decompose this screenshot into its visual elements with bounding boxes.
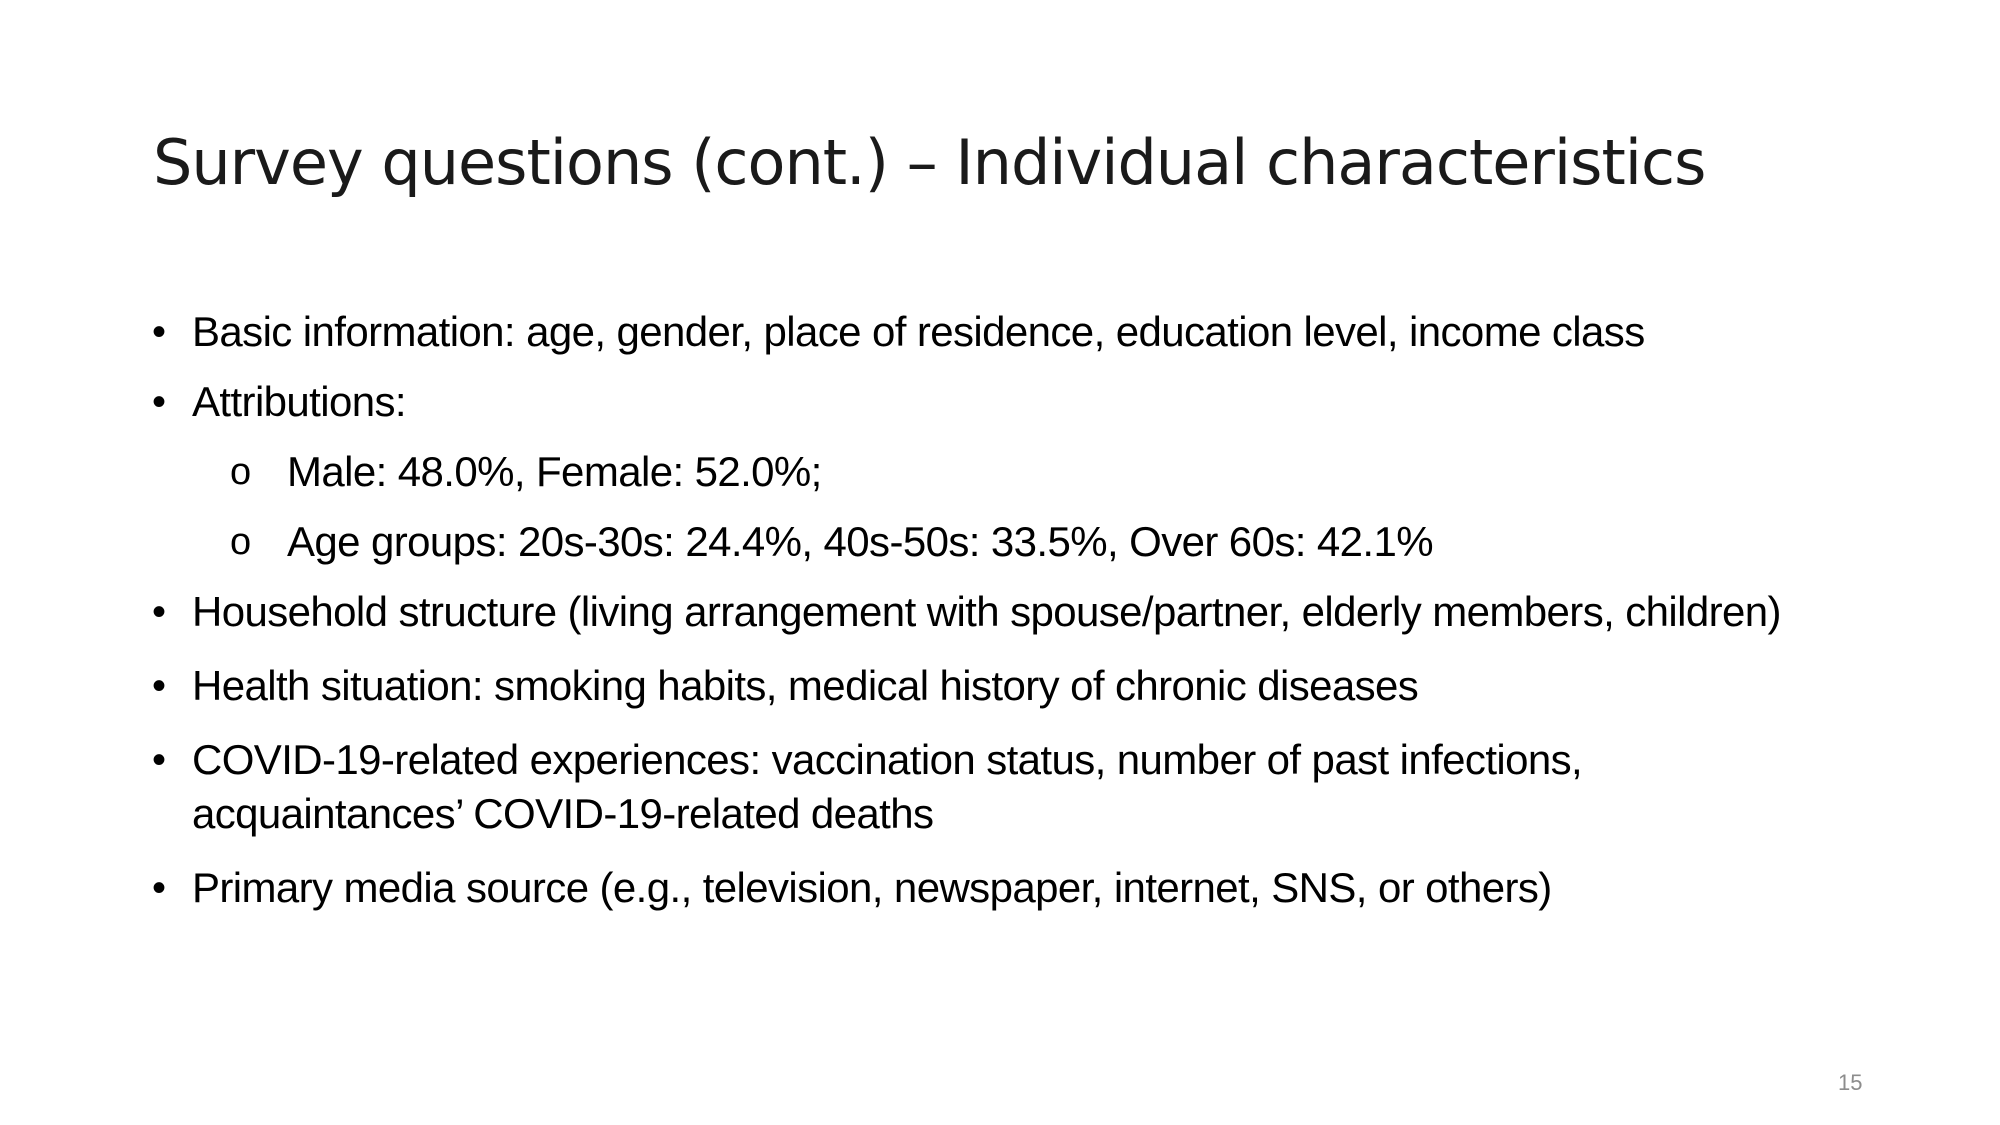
bullet-item-covid-experiences	[150, 733, 1850, 841]
bullet-item-household-structure	[150, 585, 1850, 639]
bullet-text: Health situation: smoking habits, medical history of chronic diseases	[192, 662, 1419, 709]
page-number: 15	[1838, 1070, 1863, 1095]
bullet-item-attributions	[150, 375, 1850, 569]
sub-bullet-list	[192, 445, 1850, 569]
bullet-text: COVID-19-related experiences: vaccination status, number of past infections, acquaintances’ COVID-19-related deaths	[192, 736, 1583, 837]
sub-item-text: Age groups: 20s-30s: 24.4%, 40s-50s: 33.5%, Over 60s: 42.1%	[287, 518, 1433, 565]
bullet-icon: •	[152, 310, 166, 354]
bullet-text: Attributions:	[192, 378, 406, 425]
bullet-icon: •	[152, 664, 166, 708]
sub-item-age-groups	[150, 515, 1850, 569]
slide-title: Survey questions (cont.) – Individual characteristics	[153, 126, 1706, 199]
sub-item-text: Male: 48.0%, Female: 52.0%;	[287, 448, 822, 495]
bullet-item-media-source	[150, 861, 1850, 915]
sub-bullet-icon: o	[230, 521, 251, 563]
bullet-text: Basic information: age, gender, place of residence, education level, income class	[192, 308, 1645, 355]
bullet-text: Primary media source (e.g., television, newspaper, internet, SNS, or others)	[192, 864, 1552, 911]
bullet-icon: •	[152, 738, 166, 782]
bullet-list	[150, 305, 1850, 935]
sub-bullet-icon: o	[230, 451, 251, 493]
bullet-item-basic-information	[150, 305, 1850, 359]
bullet-icon: •	[152, 590, 166, 634]
bullet-text: Household structure (living arrangement with spouse/partner, elderly members, children)	[192, 588, 1781, 635]
bullet-icon: •	[152, 380, 166, 424]
sub-item-gender-share	[150, 445, 1850, 499]
bullet-icon: •	[152, 866, 166, 910]
bullet-item-health-situation	[150, 659, 1850, 713]
